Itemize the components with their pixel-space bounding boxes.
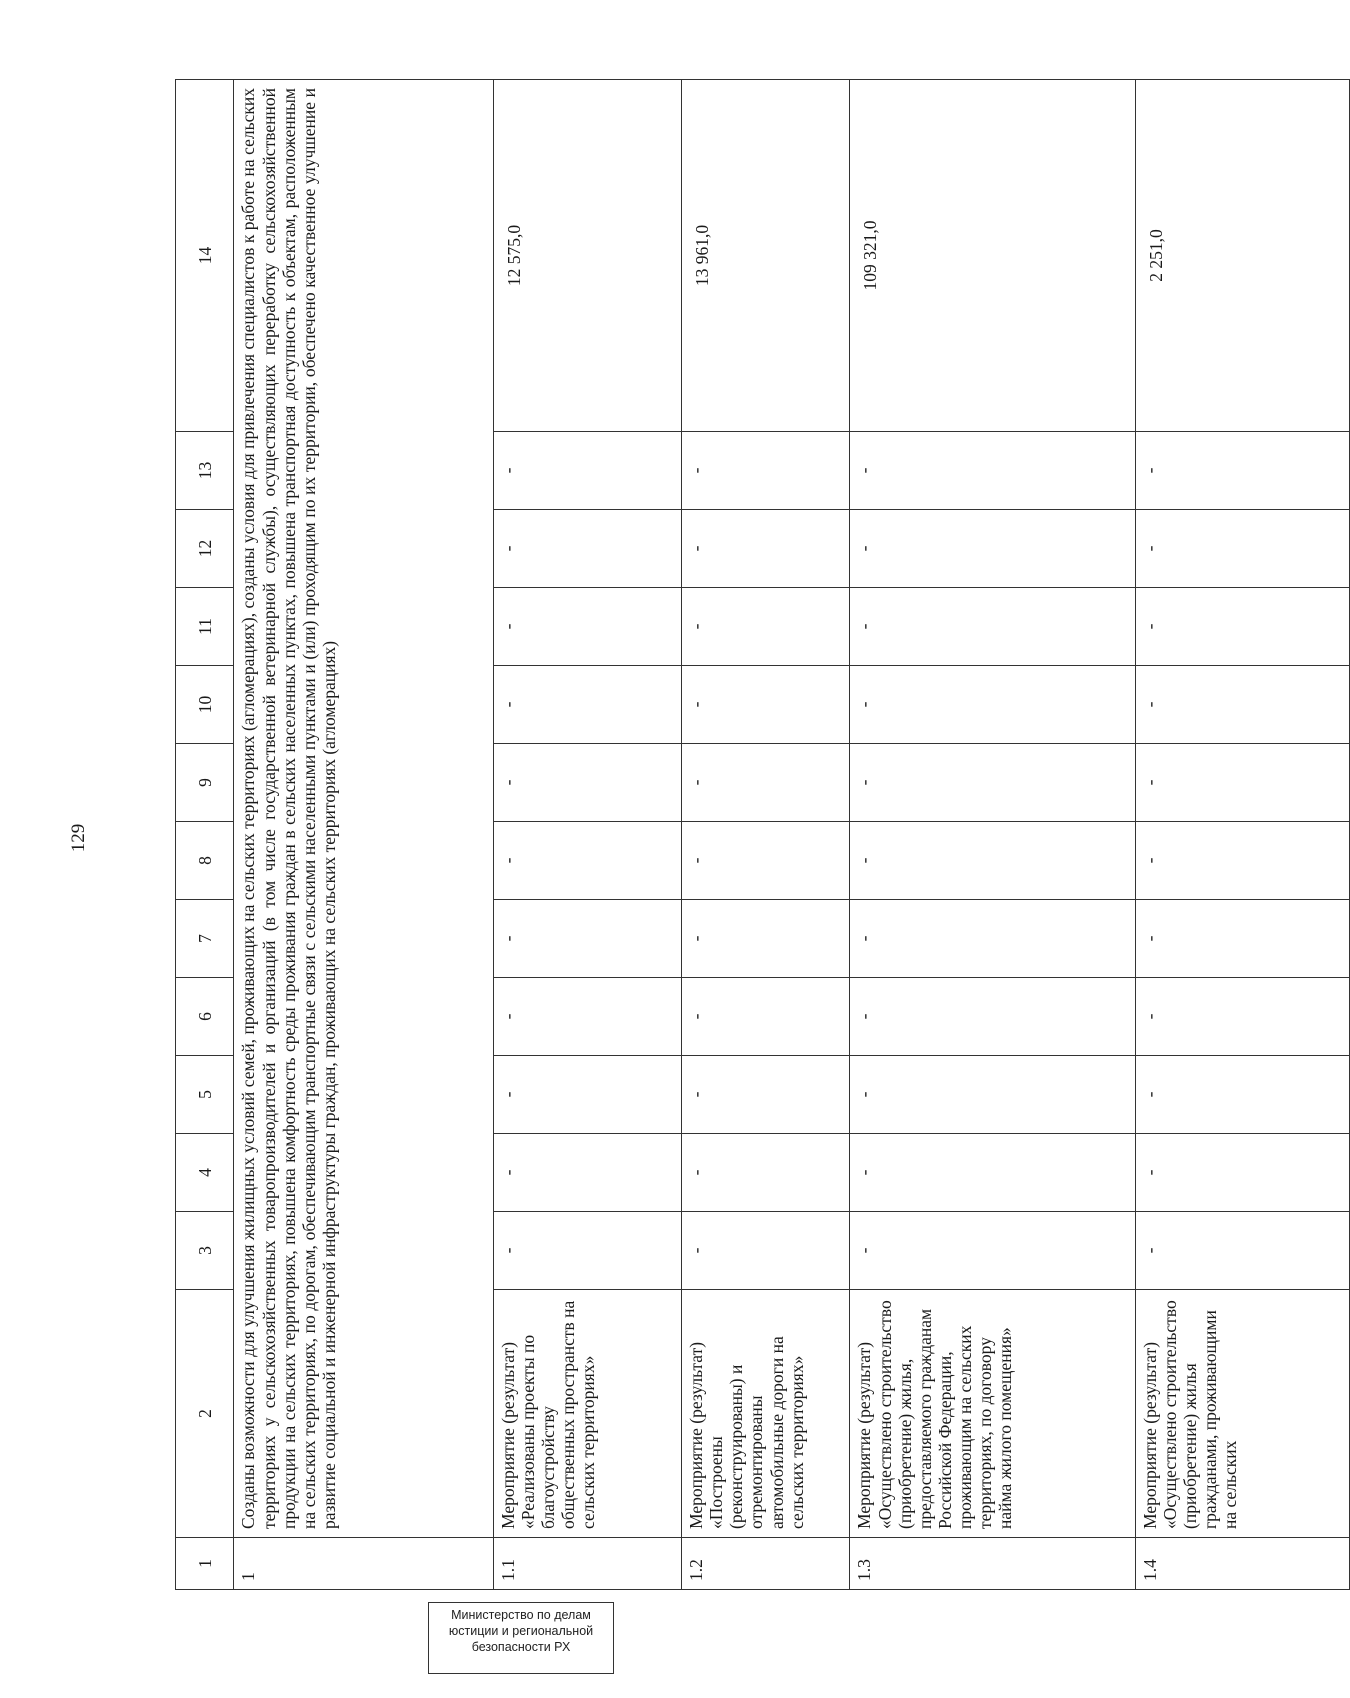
page-number: 129 xyxy=(68,823,89,853)
row-value: 2 251,0 xyxy=(1135,80,1349,432)
goal-number: 1 xyxy=(234,1538,494,1590)
dash-cell: - xyxy=(1135,900,1349,978)
stamp-line: Министерство по делам xyxy=(451,1608,591,1622)
rotated-table-wrapper xyxy=(175,80,1350,1590)
dash-cell: - xyxy=(850,666,1135,744)
dash-cell: - xyxy=(1135,588,1349,666)
header-cell: 5 xyxy=(176,1056,234,1134)
dash-cell: - xyxy=(493,1212,681,1290)
table-row xyxy=(493,80,681,1590)
dash-cell: - xyxy=(850,1134,1135,1212)
header-cell: 9 xyxy=(176,744,234,822)
row-value: 13 961,0 xyxy=(682,80,850,432)
dash-cell: - xyxy=(682,510,850,588)
goal-row xyxy=(234,80,494,1590)
dash-cell: - xyxy=(682,744,850,822)
dash-cell: - xyxy=(493,1134,681,1212)
table-row xyxy=(850,80,1135,1590)
goal-text: Созданы возможности для улучшения жилищных условий семей, проживающих на сельских территориях (агломерациях), созданы условия для привлечения специалистов к работе на сельских территориях у сельскохозяйственных товаропроизводителей и организаций (в том числе государственной ветеринарной службы), осуществляющих переработку сельскохозяйственной продукции на сельских территориях, повышена комфортность среды проживания граждан в сельских населенных пунктах, повышена транспортная доступность к объектам, расположенным на сельских территориях, по дорогам, обеспечивающим транспортные связи с сельскими населенными пунктами и (или) проходящим по их территории, обеспечено качественное улучшение и развитие социальной и инженерной инфраструктуры граждан, проживающих на сельских территориях (агломерациях) xyxy=(234,80,494,1538)
dash-cell: - xyxy=(850,822,1135,900)
dash-cell: - xyxy=(493,588,681,666)
dash-cell: - xyxy=(493,822,681,900)
dash-cell: - xyxy=(493,978,681,1056)
dash-cell: - xyxy=(1135,510,1349,588)
dash-cell: - xyxy=(682,588,850,666)
header-cell: 10 xyxy=(176,666,234,744)
header-row xyxy=(176,80,234,1590)
header-cell: 13 xyxy=(176,432,234,510)
header-cell: 6 xyxy=(176,978,234,1056)
dash-cell: - xyxy=(682,978,850,1056)
dash-cell: - xyxy=(493,432,681,510)
table-body xyxy=(176,80,1350,1590)
dash-cell: - xyxy=(850,744,1135,822)
header-cell: 11 xyxy=(176,588,234,666)
header-cell: 2 xyxy=(176,1290,234,1538)
data-table xyxy=(175,79,1350,1590)
header-cell: 1 xyxy=(176,1538,234,1590)
dash-cell: - xyxy=(1135,1056,1349,1134)
dash-cell: - xyxy=(682,900,850,978)
dash-cell: - xyxy=(850,978,1135,1056)
row-description: Мероприятие (результат) «Осуществлено строительство (приобретение) жилья, предоставляемого гражданам Российской Федерации, проживающим на сельских территориях, по договору найма жилого помещения» xyxy=(850,1290,1135,1538)
row-description: Мероприятие (результат) «Реализованы проекты по благоустройству общественных пространств на сельских территориях» xyxy=(493,1290,681,1538)
dash-cell: - xyxy=(493,1056,681,1134)
table-row xyxy=(682,80,850,1590)
dash-cell: - xyxy=(493,900,681,978)
header-cell: 12 xyxy=(176,510,234,588)
dash-cell: - xyxy=(1135,978,1349,1056)
header-cell: 14 xyxy=(176,80,234,432)
row-number: 1.1 xyxy=(493,1538,681,1590)
dash-cell: - xyxy=(850,510,1135,588)
stamp-line: юстиции и региональной xyxy=(448,1624,594,1638)
ministry-stamp xyxy=(428,1602,614,1674)
row-number: 1.2 xyxy=(682,1538,850,1590)
table-row xyxy=(1135,80,1349,1590)
dash-cell: - xyxy=(682,1134,850,1212)
dash-cell: - xyxy=(850,1056,1135,1134)
row-value: 109 321,0 xyxy=(850,80,1135,432)
dash-cell: - xyxy=(1135,1134,1349,1212)
dash-cell: - xyxy=(850,432,1135,510)
dash-cell: - xyxy=(850,900,1135,978)
dash-cell: - xyxy=(682,666,850,744)
header-cell: 4 xyxy=(176,1134,234,1212)
header-cell: 3 xyxy=(176,1212,234,1290)
header-cell: 8 xyxy=(176,822,234,900)
dash-cell: - xyxy=(493,666,681,744)
row-number: 1.4 xyxy=(1135,1538,1349,1590)
header-cell: 7 xyxy=(176,900,234,978)
dash-cell: - xyxy=(1135,1212,1349,1290)
row-description: Мероприятие (результат) «Осуществлено строительство (приобретение) жилья гражданами, проживающими на сельских xyxy=(1135,1290,1349,1538)
dash-cell: - xyxy=(1135,432,1349,510)
dash-cell: - xyxy=(682,432,850,510)
dash-cell: - xyxy=(1135,666,1349,744)
row-description: Мероприятие (результат) «Построены (реконструированы) и отремонтированы автомобильные дороги на сельских территориях» xyxy=(682,1290,850,1538)
dash-cell: - xyxy=(850,1212,1135,1290)
dash-cell: - xyxy=(682,822,850,900)
dash-cell: - xyxy=(1135,822,1349,900)
dash-cell: - xyxy=(850,588,1135,666)
dash-cell: - xyxy=(1135,744,1349,822)
stamp-line: безопасности РХ xyxy=(471,1640,571,1654)
dash-cell: - xyxy=(682,1212,850,1290)
dash-cell: - xyxy=(493,744,681,822)
row-value: 12 575,0 xyxy=(493,80,681,432)
row-number: 1.3 xyxy=(850,1538,1135,1590)
dash-cell: - xyxy=(493,510,681,588)
dash-cell: - xyxy=(682,1056,850,1134)
